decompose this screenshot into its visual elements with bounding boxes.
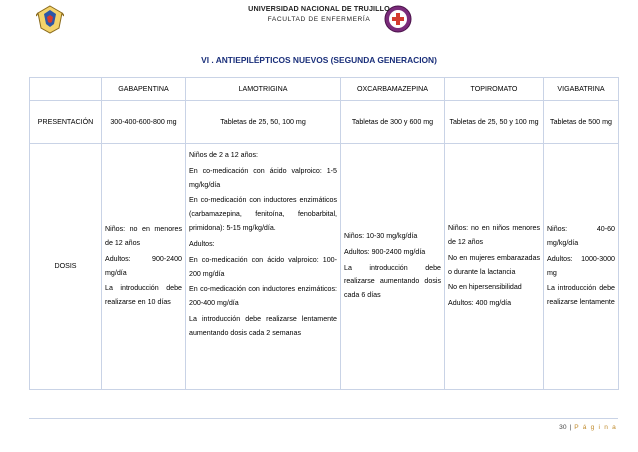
footer-divider: [29, 418, 618, 419]
column-header: OXCARBAMAZEPINA: [341, 78, 445, 101]
page-footer: [559, 424, 617, 431]
dose-paragraph: Niños de 2 a 12 años:: [189, 151, 259, 159]
dose-paragraph: La introducción debe realizarse lentamente: [547, 284, 615, 307]
table-cell: [445, 144, 544, 390]
dose-paragraph: Adultos: 900-2400 mg/día: [105, 254, 182, 277]
row-label: PRESENTACIÓN: [30, 101, 102, 144]
footer-separator: |: [569, 424, 572, 431]
table-row: [30, 101, 619, 144]
dose-paragraph: Adultos:: [189, 239, 215, 248]
table-cell: Tabletas de 25, 50 y 100 mg: [445, 101, 544, 144]
table-cell: [102, 144, 186, 390]
page-number: 30: [559, 424, 567, 431]
column-header: TOPIROMATO: [445, 78, 544, 101]
section-title: VI . ANTIEPILÉPTICOS NUEVOS (SEGUNDA GENERACION): [201, 55, 437, 65]
dose-paragraph: Niños: 40-60 mg/kg/día: [547, 225, 615, 247]
table-header-row: [30, 78, 619, 101]
dose-paragraph: Niños: no en niños menores de 12 años: [448, 224, 540, 246]
column-header: GABAPENTINA: [102, 78, 186, 101]
column-header: VIGABATRINA: [544, 78, 619, 101]
dose-paragraph: En co-medicación con ácido valproico: 100-200 mg/día: [189, 255, 337, 278]
dose-paragraph: La introducción debe realizarse aumentando dosis cada 6 días: [344, 263, 441, 300]
page-word: P á g i n a: [574, 424, 617, 431]
row-label: DOSIS: [30, 144, 102, 390]
table-cell: 300-400-600-800 mg: [102, 101, 186, 144]
dose-paragraph: Niños: no en menores de 12 años: [105, 225, 182, 247]
header-empty-cell: [30, 78, 102, 101]
dose-paragraph: Niños: 10-30 mg/kg/día: [344, 231, 418, 240]
dose-paragraph: Adultos: 400 mg/día: [448, 299, 512, 308]
university-name: UNIVERSIDAD NACIONAL DE TRUJILLO: [248, 4, 390, 13]
dose-paragraph: Adultos: 1000-3000 mg: [547, 254, 615, 277]
document-header: [0, 4, 638, 23]
column-header: LAMOTRIGINA: [186, 78, 341, 101]
faculty-name: FACULTAD DE ENFERMERÍA: [267, 16, 371, 23]
dose-paragraph: No en hipersensibilidad: [448, 283, 522, 292]
antiepileptics-table: [29, 77, 619, 390]
table-row: [30, 144, 619, 390]
dose-paragraph: En co-medicación con ácido valproico: 1-5 mg/kg/día: [189, 166, 337, 189]
table-cell: [544, 144, 619, 390]
dose-paragraph: Adultos: 900-2400 mg/día: [344, 247, 426, 256]
dose-paragraph: La introducción debe realizarse lentamente aumentando dosis cada 2 semanas: [189, 315, 337, 337]
dose-paragraph: No en mujeres embarazadas o durante la lactancia: [448, 253, 540, 276]
table-cell: Tabletas de 25, 50, 100 mg: [186, 101, 341, 144]
table-cell: [341, 144, 445, 390]
table-cell: Tabletas de 300 y 600 mg: [341, 101, 445, 144]
dose-paragraph: En co-medicación con inductores enzimáticos: 200-400 mg/día: [189, 285, 337, 308]
dose-paragraph: En co-medicación con inductores enzimáticos (carbamazepina, fenitoína, fenobarbital, primidona): 5-15 mg/kg/día.: [189, 196, 337, 233]
dose-paragraph: La introducción debe realizarse en 10 días: [105, 284, 182, 307]
table-cell: Tabletas de 500 mg: [544, 101, 619, 144]
table-cell: [186, 144, 341, 390]
